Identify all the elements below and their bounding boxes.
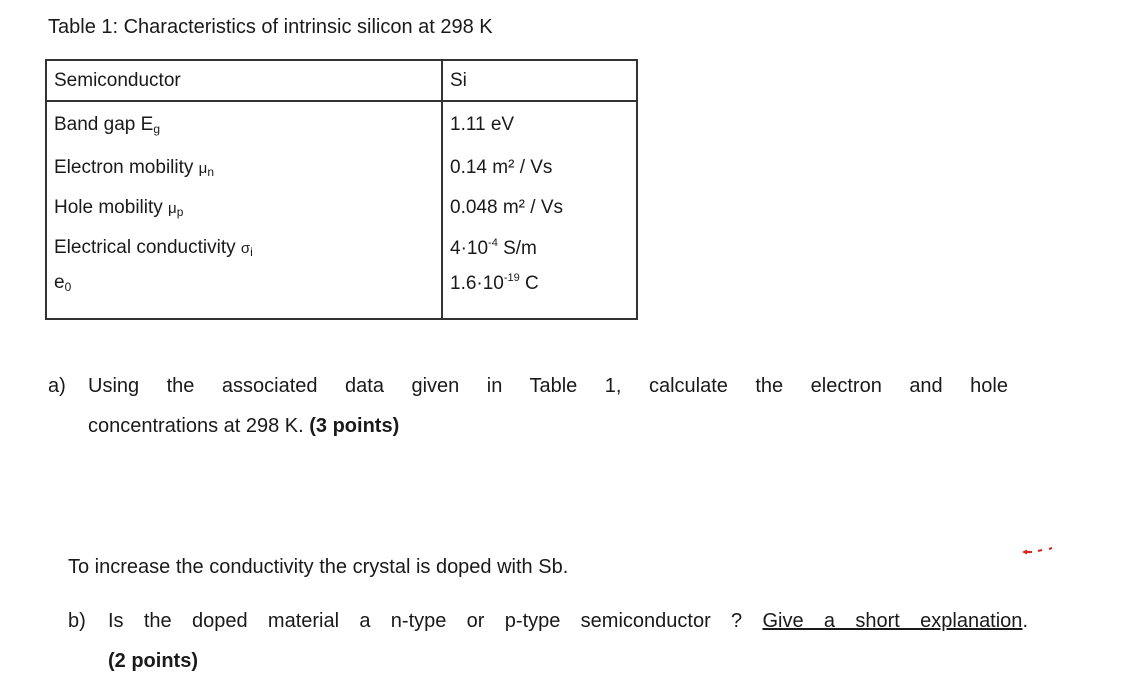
- header-value: Si: [442, 60, 637, 101]
- question-a-line1: Using the associated data given in Table 1, calculate the electron and hole: [88, 375, 1008, 397]
- question-a: [48, 366, 1008, 446]
- row-value: 0.048 m² / Vs: [442, 188, 637, 228]
- row-label: Electron mobility $\mu_n$: [46, 148, 442, 188]
- question-b-label: b): [68, 610, 86, 632]
- table-row: [46, 188, 637, 228]
- table-row: [46, 228, 637, 268]
- row-label: Band gap $E_g$: [46, 101, 442, 148]
- row-value: 1.11 eV: [442, 101, 637, 148]
- question-b: [68, 601, 1028, 681]
- row-label: $e_0$: [46, 268, 442, 319]
- row-value: 0.14 m² / Vs: [442, 148, 637, 188]
- silicon-properties-table: [45, 59, 638, 320]
- red-arrow-mark: [1020, 545, 1056, 557]
- header-property: Semiconductor: [46, 60, 442, 101]
- table-header-row: [46, 60, 637, 101]
- question-b-text: Is the doped material a n-type or p-type semiconductor ? Give a short explanation.: [108, 610, 1028, 632]
- row-label: Electrical conductivity $\sigma_i$: [46, 228, 442, 268]
- table-row: [46, 101, 637, 148]
- question-a-points: (3 points): [309, 415, 400, 437]
- row-value: $1.6\cdot 10^{-19}$ C: [442, 268, 637, 319]
- table-caption: Table 1: Characteristics of intrinsic silicon at 298 K: [48, 16, 493, 38]
- table-row: [46, 268, 637, 319]
- row-label: Hole mobility $\mu_p$: [46, 188, 442, 228]
- table-row: [46, 148, 637, 188]
- row-value: $4\cdot 10^{-4}$ S/m: [442, 228, 637, 268]
- question-a-line2: concentrations at 298 K.: [88, 415, 310, 437]
- question-b-emphasis: Give a short explanation: [762, 610, 1023, 632]
- question-b-points: (2 points): [108, 650, 198, 672]
- question-a-label: a): [48, 375, 66, 397]
- doping-note: To increase the conductivity the crystal is doped with Sb.: [68, 556, 569, 578]
